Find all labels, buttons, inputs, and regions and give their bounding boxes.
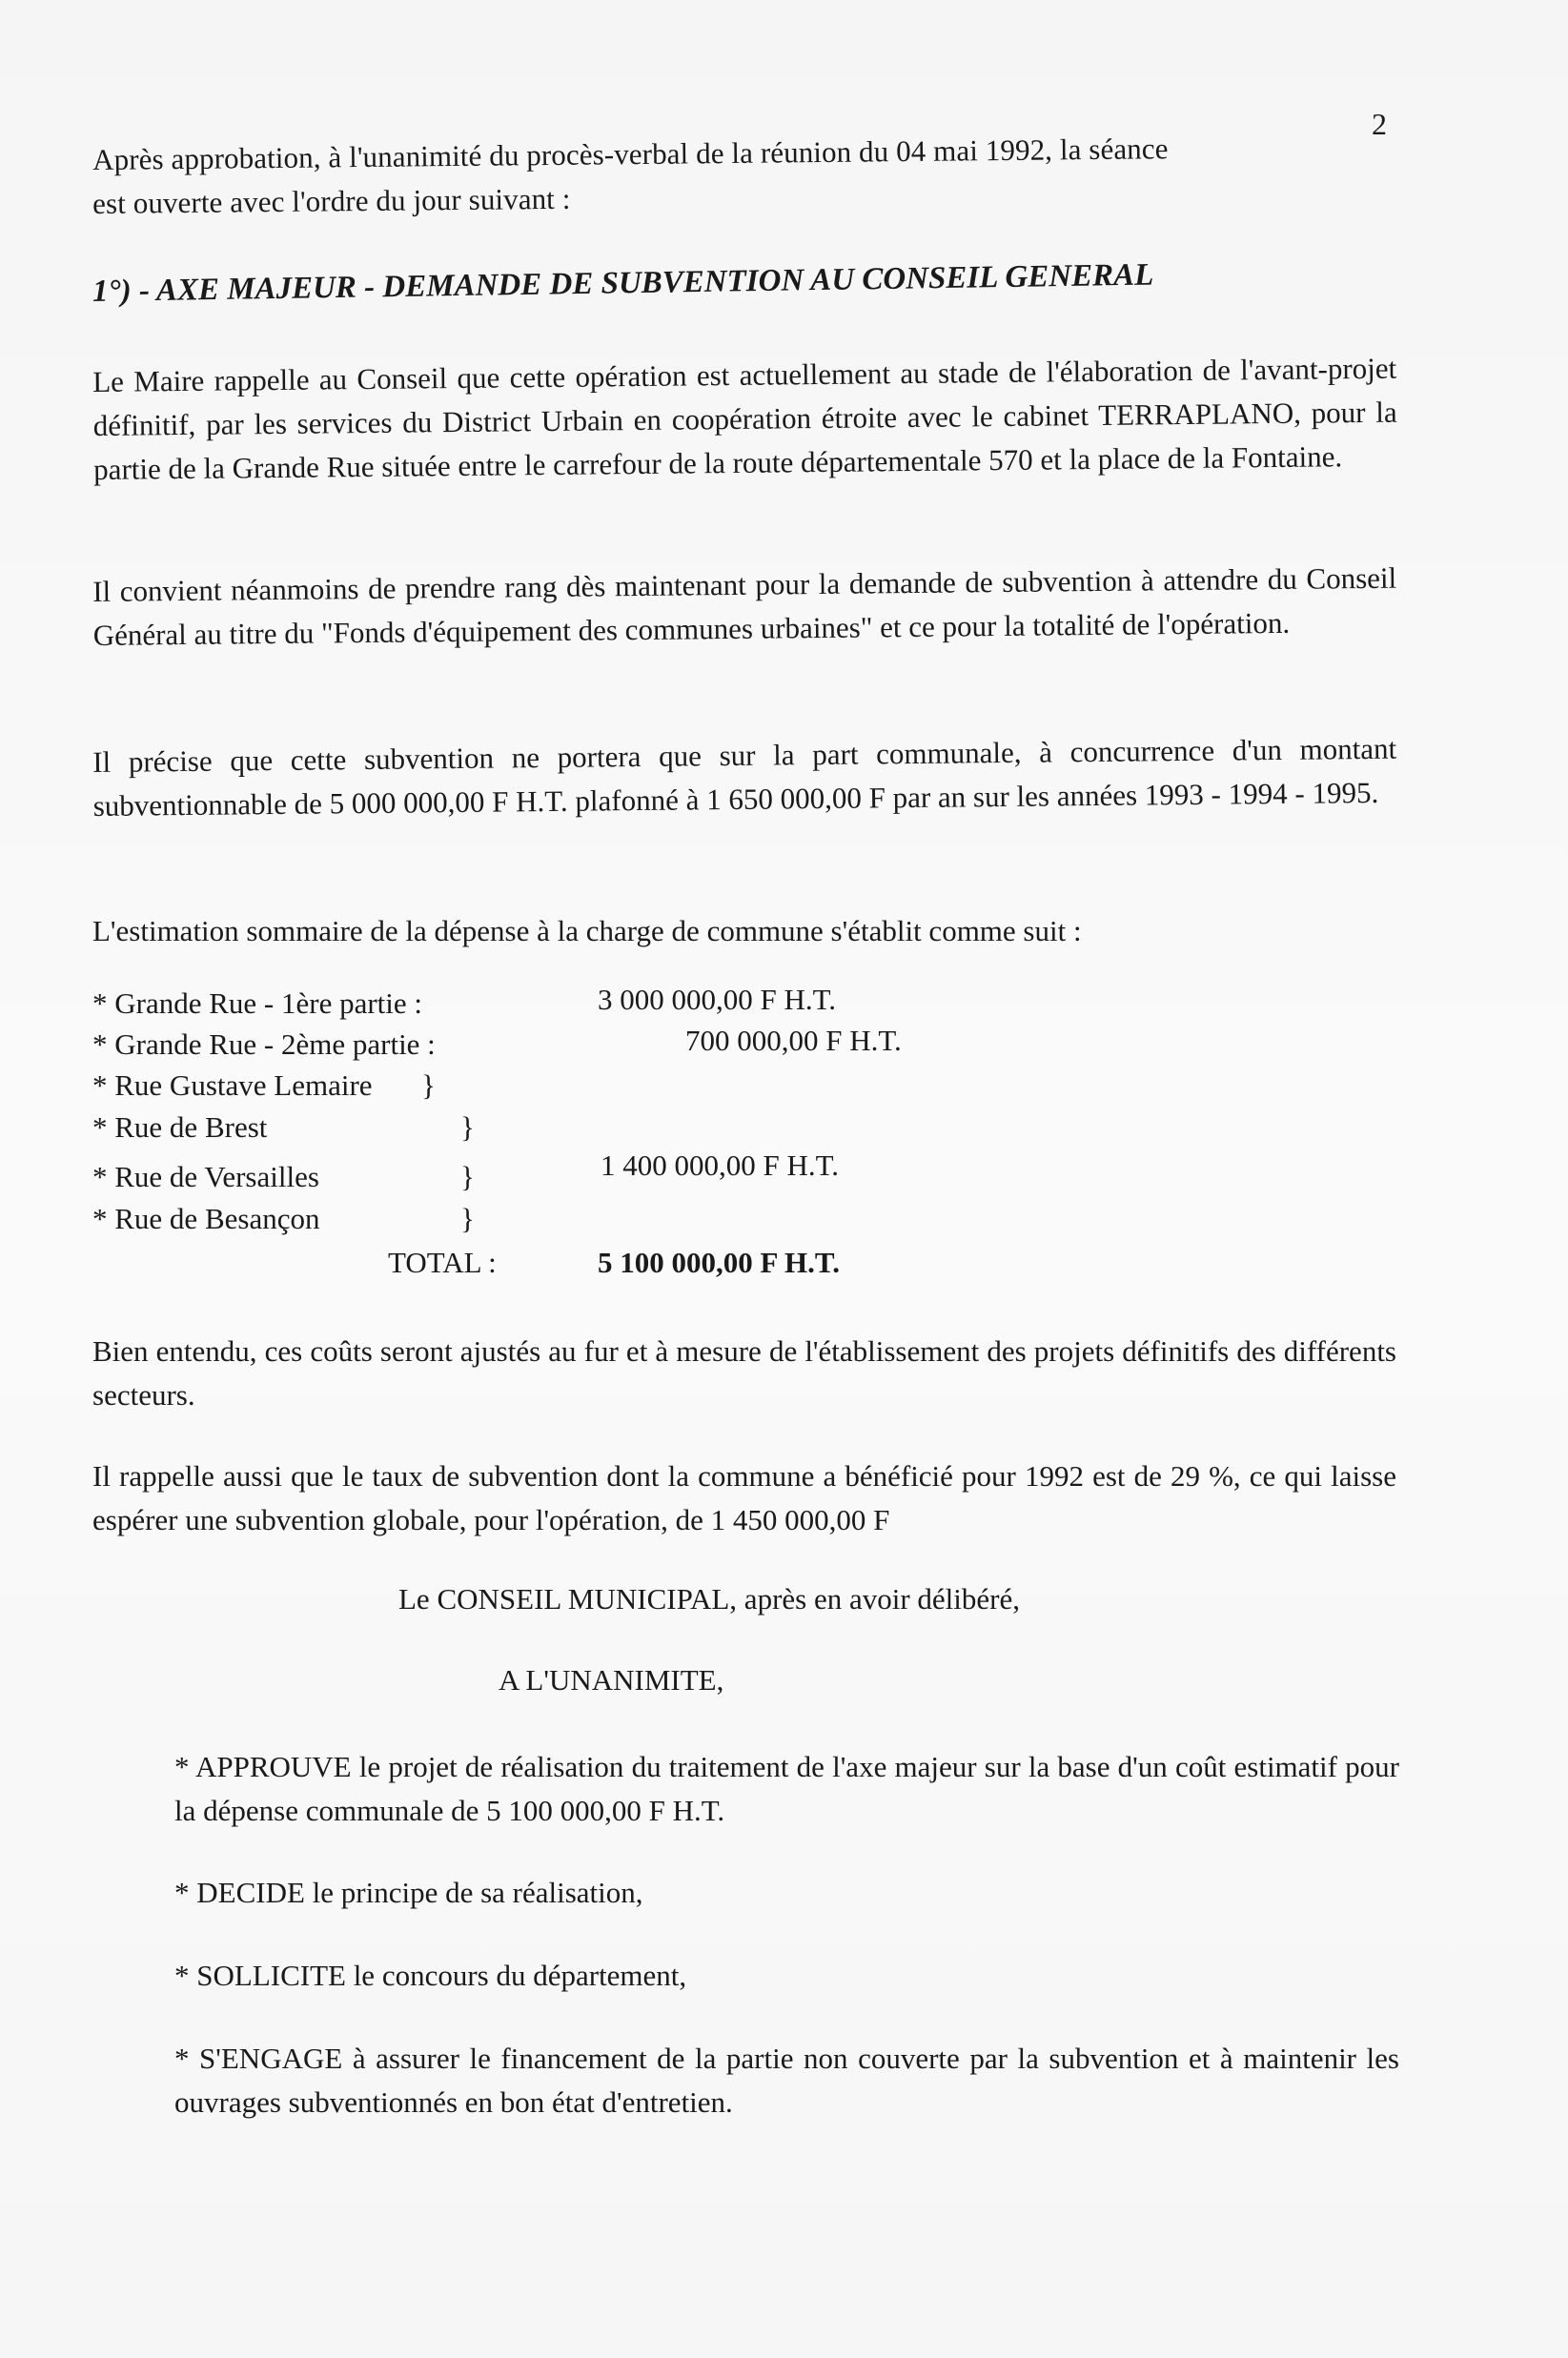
total-amount: 5 100 000,00 F H.T. [598, 1246, 841, 1279]
intro-line-2: est ouverte avec l'ordre du jour suivant : [92, 181, 571, 220]
section-heading: 1°) - AXE MAJEUR - DEMANDE DE SUBVENTION AU CONSEIL GENERAL [92, 257, 1154, 309]
intro-line-1: Après approbation, à l'unanimité du procès-verbal de la réunion du 04 mai 1992, la séance [92, 132, 1169, 176]
cost-label: * Rue Gustave Lemaire [92, 1068, 373, 1102]
cost-amount: 700 000,00 F H.T. [685, 1024, 902, 1057]
paragraph-adjustment: Bien entendu, ces coûts seront ajustés au fur et à mesure de l'établissement des projets définitifs des différents secteurs. [92, 1334, 1396, 1412]
council-deliberation: Le CONSEIL MUNICIPAL, après en avoir délibéré, [398, 1582, 1020, 1616]
resolution-commit: * S'ENGAGE à assurer le financement de la partie non couverte par la subvention et à maintenir les ouvrages subventionnés en bon état d'entretien. [174, 2042, 1399, 2119]
resolution-approve: * APPROUVE le projet de réalisation du traitement de l'axe majeur sur la base d'un coût estimatif pour la dépense communale de 5 100 000,00 F H.T. [174, 1750, 1399, 1827]
cost-label: * Grande Rue - 1ère partie : [92, 986, 423, 1020]
council-vote: A L'UNANIMITE, [499, 1663, 724, 1697]
paragraph-context: Le Maire rappelle au Conseil que cette opération est actuellement au stade de l'élaboration de l'avant-projet définitif, par les services du District Urbain en coopération étroite avec le cabinet TERRAPLANO, pour la partie de la Grande Rue située entre le carrefour de la route départementale 570 et la place de la Fontaine. [92, 351, 1397, 486]
cost-label: * Rue de Brest [92, 1110, 268, 1144]
brace: } [421, 1068, 436, 1102]
brace: } [460, 1110, 475, 1144]
cost-label: * Rue de Besançon [92, 1202, 320, 1235]
resolution-solicit: * SOLLICITE le concours du département, [174, 1959, 687, 1992]
resolution-decide: * DECIDE le principe de sa réalisation, [174, 1876, 643, 1909]
group-amount: 1 400 000,00 F H.T. [601, 1149, 840, 1182]
cost-amount: 3 000 000,00 F H.T. [598, 983, 837, 1016]
paragraph-request: Il convient néanmoins de prendre rang dès maintenant pour la demande de subvention à attendre du Conseil Général au titre du "Fonds d'équipement des communes urbaines" et ce pour la totalité de l'opération. [92, 560, 1397, 652]
paragraph-estimate-intro: L'estimation sommaire de la dépense à la charge de commune s'établit comme suit : [92, 914, 1082, 947]
cost-label: * Rue de Versailles [92, 1160, 319, 1193]
cost-label: * Grande Rue - 2ème partie : [92, 1027, 436, 1061]
brace: } [460, 1160, 475, 1193]
paragraph-subsidy-rate: Il rappelle aussi que le taux de subvention dont la commune a bénéficié pour 1992 est de 29 %, ce qui laisse espérer une subvention globale, pour l'opération, de 1 450 000,00 F [92, 1459, 1396, 1536]
total-label: TOTAL : [388, 1246, 497, 1279]
page-number: 2 [1372, 107, 1387, 141]
brace: } [460, 1202, 475, 1235]
cost-group-amount [601, 1149, 839, 1183]
paragraph-subsidy-amount: Il précise que cette subvention ne portera que sur la part communale, à concurrence d'un montant subventionnable de 5 000 000,00 F H.T. plafonné à 1 650 000,00 F par an sur les années 1993 - 1994 - 1995. [92, 731, 1397, 823]
